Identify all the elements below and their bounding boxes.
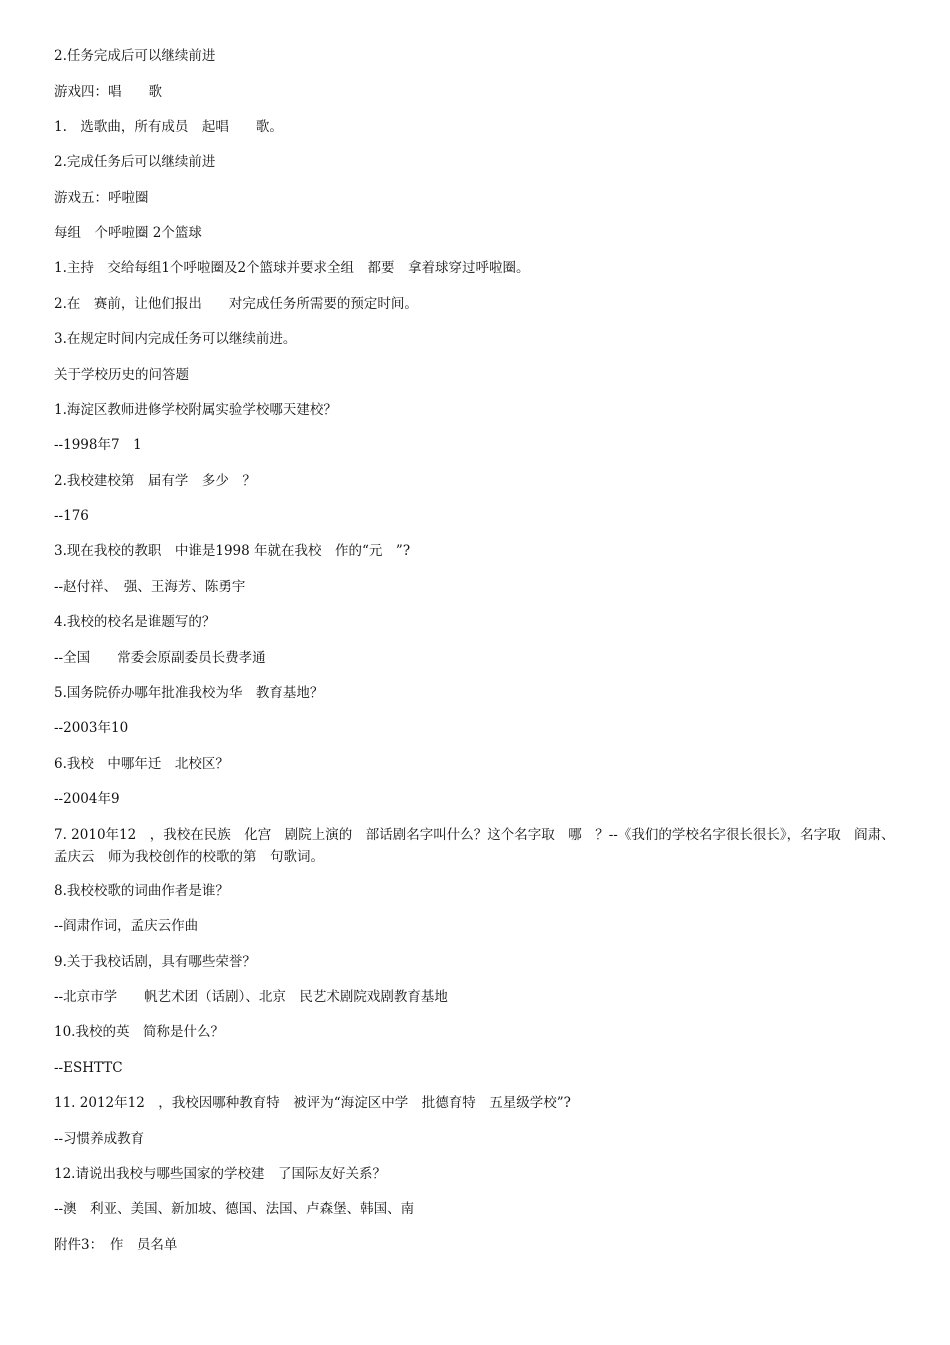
answer-4: --全国 常委会原副委员长费孝通: [54, 650, 266, 666]
answer-9: --北京市学 帆艺术团（话剧）、北京 民艺术剧院戏剧教育基地: [54, 989, 448, 1005]
answer-10: --ESHTTC: [54, 1060, 123, 1076]
question-5: 5.国务院侨办哪年批准我校为华 教育基地？: [54, 685, 324, 701]
heading-game-five: 游戏五：呼啦圈: [54, 190, 149, 206]
text-line-hoop-materials: 每组 个呼啦圈 2个篮球: [54, 225, 202, 241]
answer-8: --阎肃作词，孟庆云作曲: [54, 918, 199, 934]
text-line-report-time: 2.在 赛前，让他们报出 对完成任务所需要的预定时间。: [54, 296, 418, 312]
question-1: 1.海淀区教师进修学校附属实验学校哪天建校？: [54, 402, 337, 418]
question-4: 4.我校的校名是谁题写的？: [54, 614, 216, 630]
question-7-with-answer: 7. 2010年12 ，我校在民族 化宫 剧院上演的 部话剧名字叫什么？这个名字取 哪 ？--《我们的学校名字很长很长》，名字取 阎肃、孟庆云 师为我校创作的校歌的第 句歌词。: [54, 827, 895, 865]
question-11: 11. 2012年12 ，我校因哪种教育特 被评为“海淀区中学 批德育特 五星级学校”?: [54, 1095, 571, 1111]
answer-1: --1998年7 1: [54, 437, 142, 453]
answer-2: --176: [54, 508, 89, 524]
question-3: 3.现在我校的教职 中谁是1998 年就在我校 作的“元 ”?: [54, 543, 411, 559]
appendix-3-title: 附件3： 作 员名单: [54, 1237, 178, 1253]
heading-school-history-quiz: 关于学校历史的问答题: [54, 367, 189, 383]
question-9: 9.关于我校话剧，具有哪些荣誉？: [54, 954, 256, 970]
heading-game-four: 游戏四：唱 歌: [54, 84, 162, 100]
answer-11: --习惯养成教育: [54, 1131, 145, 1147]
question-10: 10.我校的英 简称是什么？: [54, 1024, 224, 1040]
question-8: 8.我校校歌的词曲作者是谁？: [54, 883, 229, 899]
text-line-choose-song: 1. 选歌曲，所有成员 起唱 歌。: [54, 119, 283, 135]
text-line-complete-continue: 2.完成任务后可以继续前进: [54, 154, 216, 170]
question-12: 12.请说出我校与哪些国家的学校建 了国际友好关系？: [54, 1166, 386, 1182]
question-6: 6.我校 中哪年迁 北校区？: [54, 756, 229, 772]
answer-6: --2004年9: [54, 791, 120, 807]
answer-5: --2003年10: [54, 720, 129, 736]
question-2: 2.我校建校第 届有学 多少 ？: [54, 473, 256, 489]
text-line-task-continue: 2.任务完成后可以继续前进: [54, 48, 216, 64]
answer-3: --赵付祥、 强、王海芳、陈勇宇: [54, 579, 246, 595]
text-line-time-limit: 3.在规定时间内完成任务可以继续前进。: [54, 331, 297, 347]
text-line-host-instructions: 1.主持 交给每组1个呼啦圈及2个篮球并要求全组 都要 拿着球穿过呼啦圈。: [54, 260, 530, 276]
answer-12: --澳 利亚、美国、新加坡、德国、法国、卢森堡、韩国、南: [54, 1201, 415, 1217]
